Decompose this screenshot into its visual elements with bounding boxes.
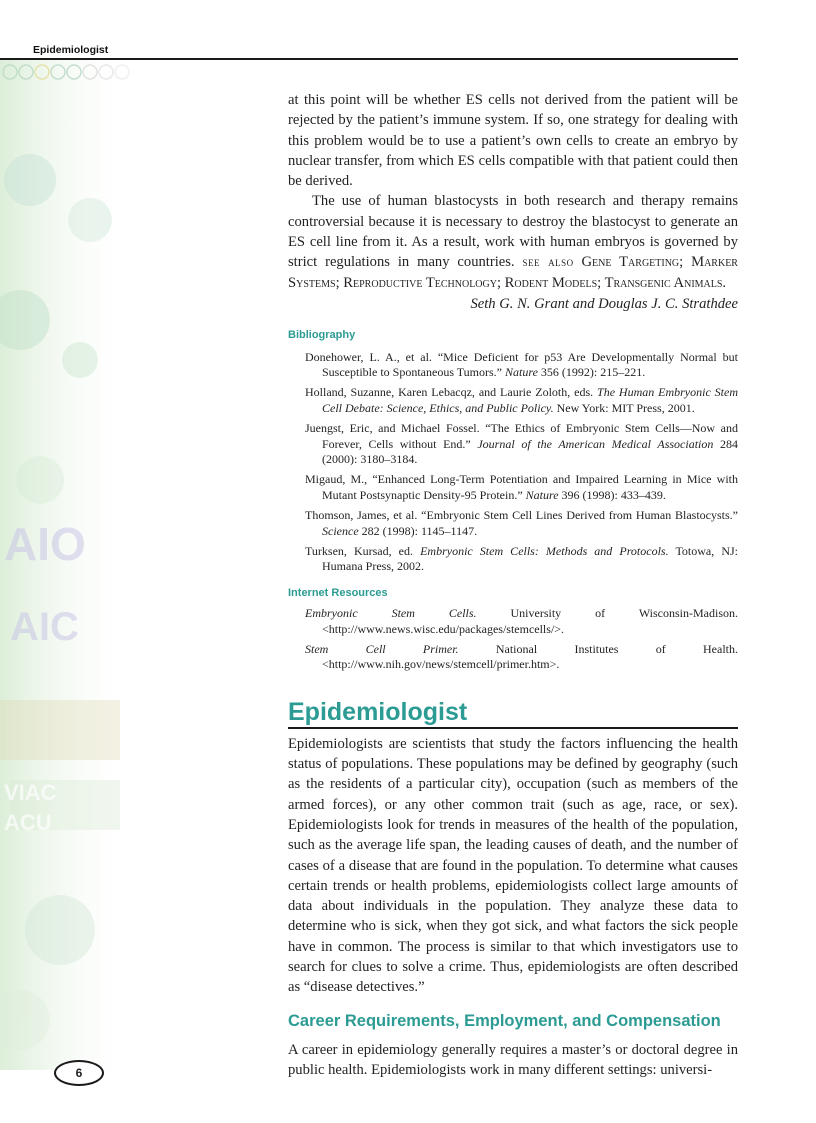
internet-resources-list: [288, 606, 738, 673]
bibliography-entry: Thomson, James, et al. “Embryonic Stem Cell Lines Derived from Human Blastocysts.” Science 282 (1998): 1145–1147.: [305, 508, 738, 538]
running-header: Epidemiologist: [33, 44, 109, 56]
article-paragraph-2: A career in epidemiology generally requires a master’s or doctoral degree in public health. Epidemiologists work in many different settings: universi-: [288, 1041, 738, 1078]
svg-text:ACU: ACU: [4, 810, 52, 835]
svg-text:AIO: AIO: [4, 518, 86, 570]
bibliography-list: [288, 350, 738, 575]
article-authors: Seth G. N. Grant and Douglas J. C. Strathdee: [470, 295, 738, 312]
bibliography-entry: Turksen, Kursad, ed. Embryonic Stem Cells: Methods and Protocols. Totowa, NJ: Humana Press, 2002.: [305, 544, 738, 574]
bibliography-entry: Donehower, L. A., et al. “Mice Deficient for p53 Are Developmentally Normal but Susceptible to Spontaneous Tumors.” Nature 356 (1992): 215–221.: [305, 349, 738, 379]
title-rule: [288, 727, 738, 729]
bibliography-entry: Migaud, M., “Enhanced Long-Term Potentiation and Impaired Learning in Mice with Mutant Postsynaptic Density-95 Protein.” Nature 396 (1998): 433–439.: [305, 472, 738, 502]
intro-paragraph-2: [288, 191, 738, 292]
page-number-badge: 6: [54, 1060, 104, 1086]
article-subheading: Career Requirements, Employment, and Compensation: [288, 1011, 721, 1030]
internet-resource-entry: Stem Cell Primer. National Institutes of Health. <http://www.nih.gov/news/stemcell/primer.htm>.: [305, 641, 738, 672]
bibliography-heading: Bibliography: [288, 329, 356, 342]
internet-resource-entry: Embryonic Stem Cells. University of Wisconsin-Madison. <http://www.news.wisc.edu/packages/stemcells/>.: [305, 606, 738, 636]
bibliography-entry: Juengst, Eric, and Michael Fossel. “The Ethics of Embryonic Stem Cells—Now and Forever, Cells without End.” Journal of the American Medical Association 284 (2000): 3180–3184.: [305, 421, 739, 466]
intro-paragraph-2-text: The use of human blastocysts in both research and therapy remains controversial because it is necessary to destroy the blastocyst to generate an ES cell line from it. As a result, work with human embryos is governed by strict regulations in many countries.: [288, 193, 738, 271]
internet-resources-heading: Internet Resources: [288, 586, 388, 599]
bibliography-entry: Holland, Suzanne, Karen Lebacqz, and Laurie Zoloth, eds. The Human Embryonic Stem Cell Debate: Science, Ethics, and Public Policy. New York: MIT Press, 2001.: [305, 385, 738, 415]
article-paragraph-1: Epidemiologists are scientists that study the factors influencing the health status of populations. These populations may be defined by geography (such as the residents of a particular city), occupation (such as members of the armed forces), or any other common trait (such as age, race, or sex). Epidemiologists look for trends in measures of the health of the population, such as the average life span, the leading causes of death, and the number of cases of a disease that are found in the population. To determine what causes certain trends or health problems, epidemiologists collect large amounts of data about individuals in the population. They analyze these data to determine who is sick, when they got sick, and what factors the sick people have in common. The process is similar to that which investigators use to search for clues to solve a crime. Thus, epidemiologists are often described as “disease detectives.”: [288, 735, 738, 996]
see-also-references: Gene Targeting; Marker Systems; Reproductive Technology; Rodent Models; Transgenic Animals.: [288, 254, 738, 291]
svg-text:VIAC: VIAC: [4, 780, 57, 805]
decorative-margin-art: [0, 60, 135, 1070]
svg-text:AIC: AIC: [10, 605, 79, 649]
intro-paragraph-1: at this point will be whether ES cells not derived from the patient will be rejected by the patient’s immune system. If so, one strategy for dealing with this problem would be to use a patient’s own cells to create an embryo by nuclear transfer, from which ES cells compatible with that patient could then be derived.: [288, 92, 738, 190]
article-title: Epidemiologist: [288, 697, 468, 726]
main-column: [288, 90, 738, 1080]
see-also-label: see also: [522, 254, 574, 270]
